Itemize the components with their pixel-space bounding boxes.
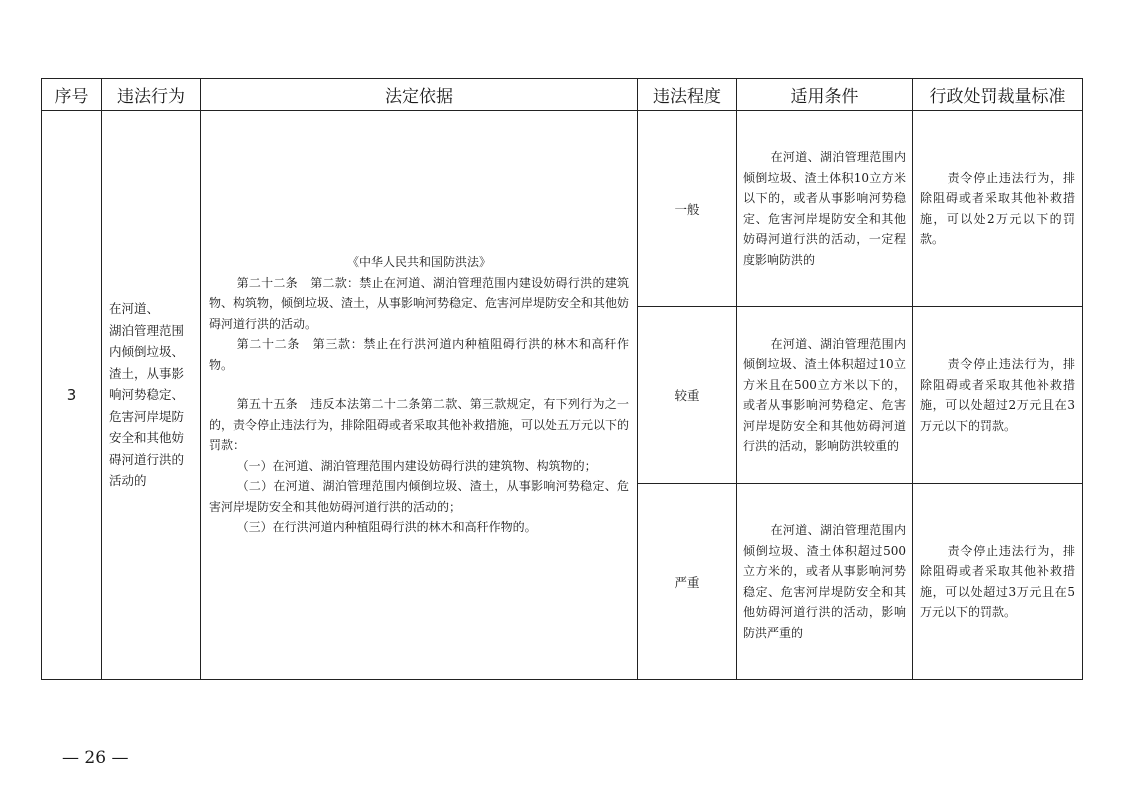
legal-basis-cell (201, 111, 638, 680)
penalty-table (41, 78, 1083, 680)
basis-paragraph: 第五十五条 违反本法第二十二条第二款、第三款规定，有下列行为之一的，责令停止违法行为，排除阻碍或者采取其他补救措施，可以处五万元以下的罚款： (209, 397, 630, 453)
penalty-text: 责令停止违法行为，排除阻碍或者采取其他补救措施，可以处超过3万元且在5万元以下的罚款。 (920, 543, 1075, 619)
basis-paragraph: 第二十二条 第二款：禁止在河道、湖泊管理范围内建设妨碍行洪的建筑物、构筑物，倾倒垃圾、渣土，从事影响河势稳定、危害河岸堤防安全和其他妨碍河道行洪的活动。 (209, 275, 630, 331)
penalty-cell (913, 111, 1083, 307)
violation-text: 在河道、 湖泊管理范围 内倾倒垃圾、 渣土，从事影 响河势稳定、 危害河岸堤防 安全和其他妨 碍河道行洪的 活动的 (109, 301, 185, 489)
condition-text: 在河道、湖泊管理范围内倾倒垃圾、渣土体积超过500立方米的，或者从事影响河势稳定、危害河岸堤防安全和其他妨碍河道行洪的活动，影响防洪严重的 (743, 523, 906, 640)
condition-text: 在河道、湖泊管理范围内倾倒垃圾、渣土体积10立方米以下的，或者从事影响河势稳定、危害河岸堤防安全和其他妨碍河道行洪的活动，一定程度影响防洪的 (743, 150, 906, 267)
basis-paragraph: 第二十二条 第三款：禁止在行洪河道内种植阻碍行洪的林木和高秆作物。 (209, 337, 629, 372)
condition-cell (737, 484, 913, 680)
condition-cell (737, 307, 913, 484)
header-act: 违法行为 (102, 79, 201, 111)
basis-item: （三）在行洪河道内种植阻碍行洪的林木和高秆作物的。 (236, 520, 537, 535)
basis-item: （一）在河道、湖泊管理范围内建设妨碍行洪的建筑物、构筑物的； (236, 458, 597, 473)
header-cond: 适用条件 (737, 79, 913, 111)
condition-text: 在河道、湖泊管理范围内倾倒垃圾、渣土体积超过10立方米且在500立方米以下的，或者从事影响河势稳定、危害河岸堤防安全和其他妨碍河道行洪的活动，影响防洪较重的 (743, 336, 906, 453)
header-penalty: 行政处罚裁量标准 (913, 79, 1083, 111)
penalty-cell (913, 484, 1083, 680)
level-cell: 严重 (638, 484, 737, 680)
penalty-cell (913, 307, 1083, 484)
violation-cell (102, 111, 201, 680)
basis-item: （二）在河道、湖泊管理范围内倾倒垃圾、渣土，从事影响河势稳定、危害河岸堤防安全和其他妨碍河道行洪的活动的； (209, 479, 629, 514)
level-cell: 较重 (638, 307, 737, 484)
level-cell: 一般 (638, 111, 737, 307)
law-title: 《中华人民共和国防洪法》 (346, 255, 491, 270)
header-num: 序号 (42, 79, 102, 111)
table-row (42, 111, 1083, 307)
header-level: 违法程度 (638, 79, 737, 111)
page-number: — 26 — (62, 748, 129, 768)
condition-cell (737, 111, 913, 307)
header-row (42, 79, 1083, 111)
row-number: 3 (42, 111, 102, 680)
header-basis: 法定依据 (201, 79, 638, 111)
penalty-text: 责令停止违法行为，排除阻碍或者采取其他补救措施，可以处2万元以下的罚款。 (920, 170, 1075, 246)
penalty-text: 责令停止违法行为，排除阻碍或者采取其他补救措施，可以处超过2万元且在3万元以下的罚款。 (920, 357, 1075, 433)
